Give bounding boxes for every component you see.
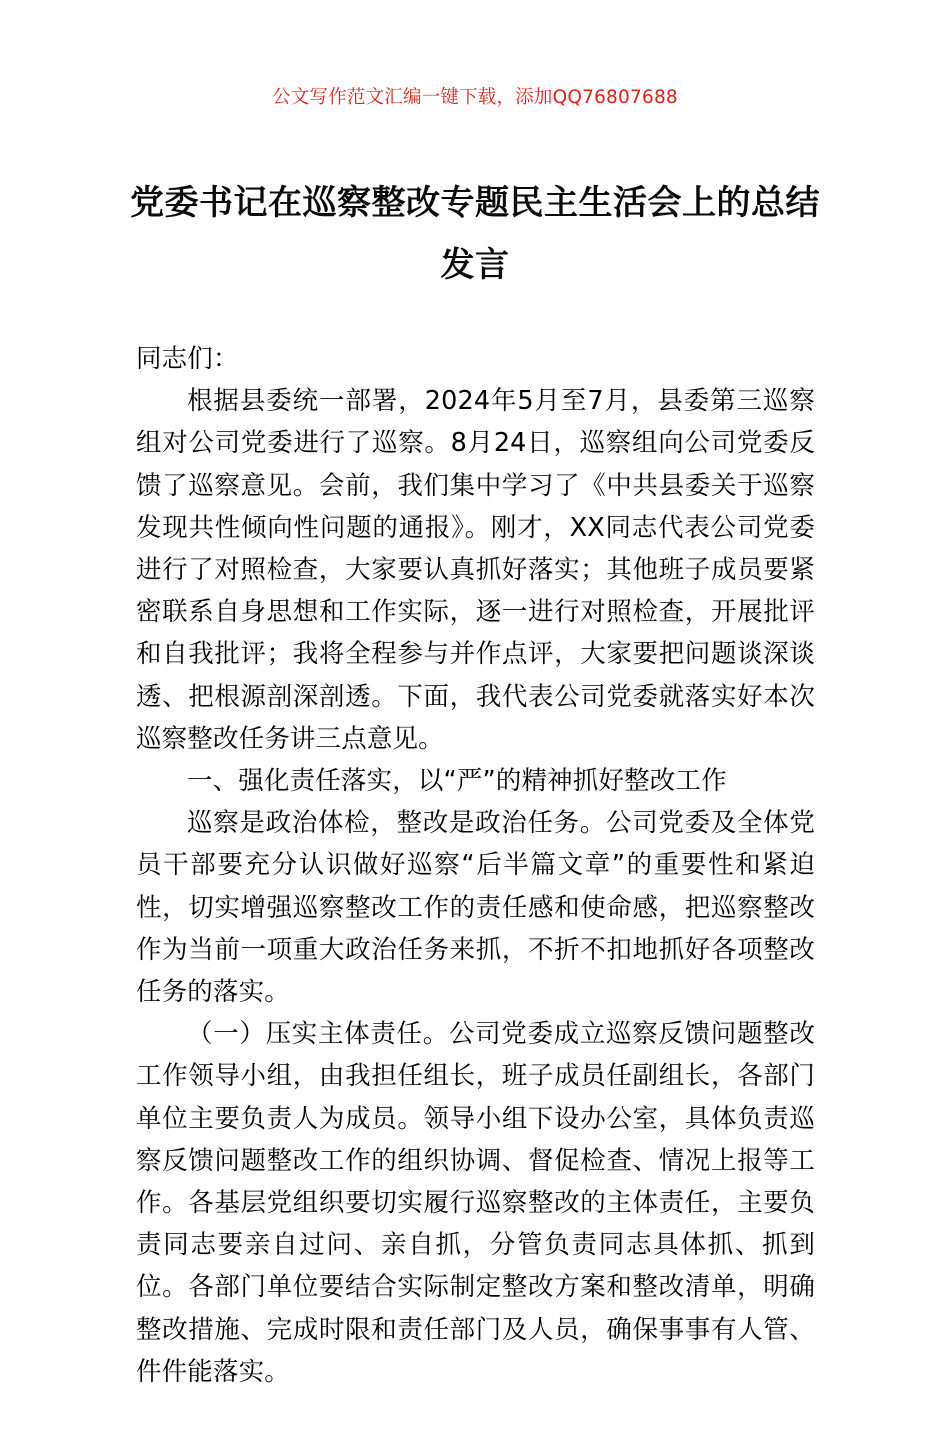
section-heading-1: 一、强化责任落实，以“严”的精神抓好整改工作 [187, 766, 727, 797]
promo-header-text: 公文写作范文汇编一键下载，添加QQ76807688 [272, 87, 678, 108]
salutation: 同志们： [136, 344, 239, 374]
body-paragraph-2: 巡察是政治体检，整改是政治任务。公司党委及全体党员干部要充分认识做好巡察“后半篇文章”的重要性和紧迫性，切实增强巡察整改工作的责任感和使命感，把巡察整改作为当前一项重大政治任务来抓，不折不扣地抓好各项整改任务的落实。 [136, 808, 815, 1008]
document-body [0, 338, 950, 1393]
subsection-paragraph-1: （一）压实主体责任。公司党委成立巡察反馈问题整改工作领导小组，由我担任组长，班子成员任副组长，各部门单位主要负责人为成员。领导小组下设办公室，具体负责巡察反馈问题整改工作的组织协调、督促检查、情况上报等工作。各基层党组织要切实履行巡察整改的主体责任，主要负责同志要亲自过问、亲自抓，分管负责同志具体抓、抓到位。各部门单位要结合实际制定整改方案和整改清单，明确整改措施、完成时限和责任部门及人员，确保事事有人管、件件能落实。 [136, 1019, 815, 1387]
document-page [0, 86, 950, 1430]
body-paragraph-1: 根据县委统一部署，2024年5月至7月，县委第三巡察组对公司党委进行了巡察。8月24日，巡察组向公司党委反馈了巡察意见。会前，我们集中学习了《中共县委关于巡察发现共性倾向性问题的通报》。刚才，XX同志代表公司党委进行了对照检查，大家要认真抓好落实；其他班子成员要紧密联系自身思想和工作实际，逐一进行对照检查，开展批评和自我批评；我将全程参与并作点评，大家要把问题谈深谈透、把根源剖深剖透。下面，我代表公司党委就落实好本次巡察整改任务讲三点意见。 [136, 386, 815, 754]
page-title: 党委书记在巡察整改专题民主生活会上的总结发言 [130, 183, 820, 285]
